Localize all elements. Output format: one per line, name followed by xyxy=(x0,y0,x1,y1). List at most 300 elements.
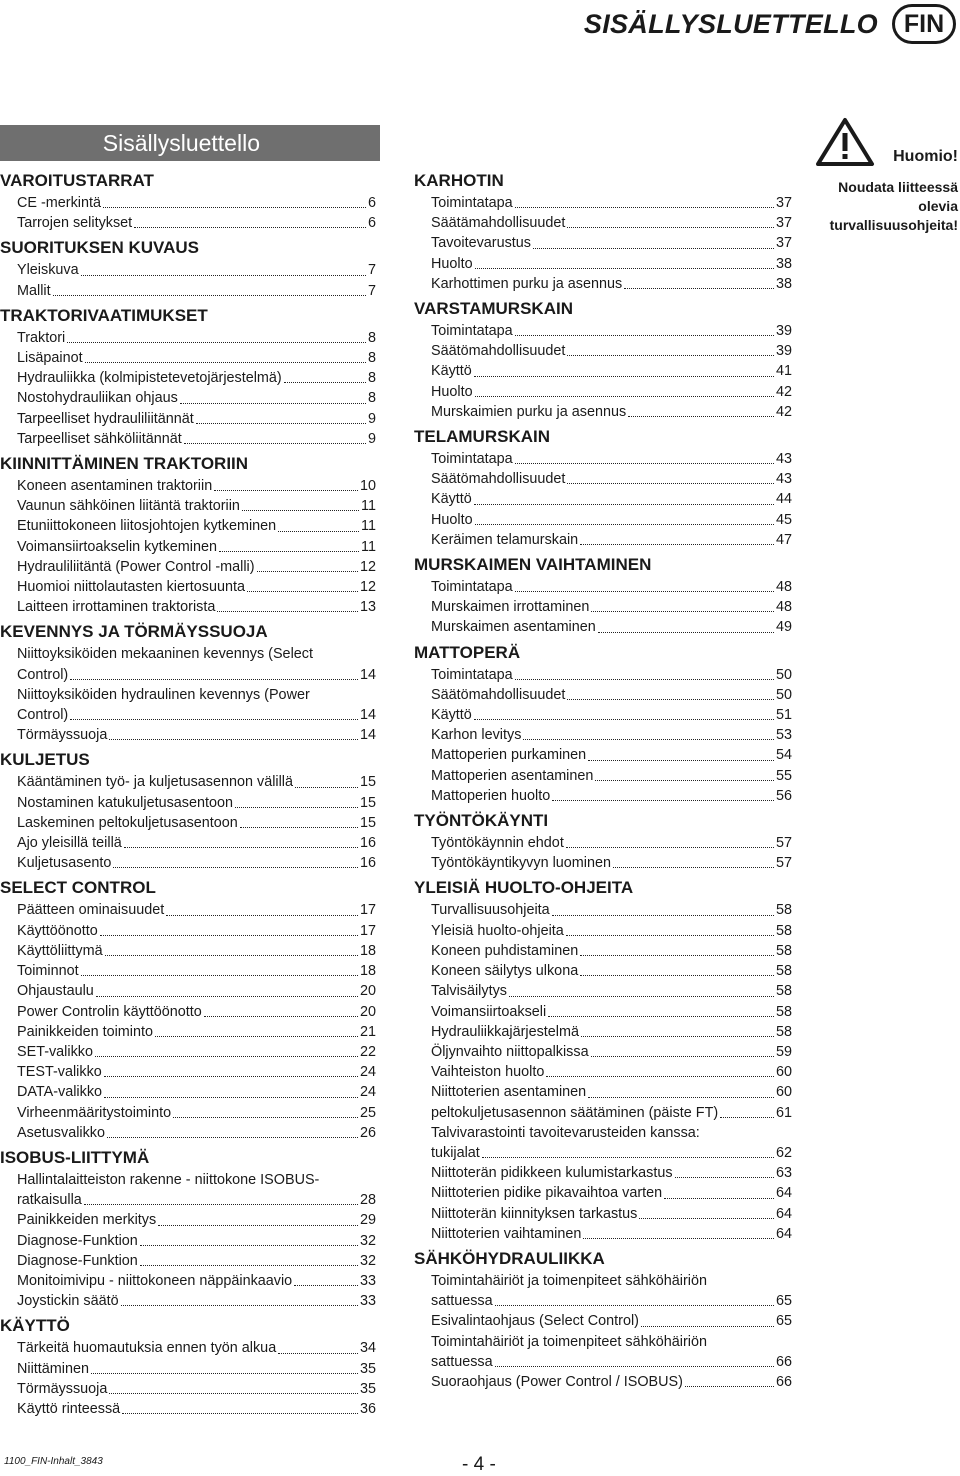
toc-entry-title: Tarpeelliset sähköliitännät xyxy=(17,430,182,447)
toc-entry[interactable] xyxy=(0,1042,376,1062)
dot-leader xyxy=(173,1117,358,1118)
dot-leader xyxy=(588,1097,774,1098)
toc-entry[interactable] xyxy=(414,1372,792,1392)
toc-entry[interactable] xyxy=(0,409,376,429)
toc-entry[interactable] xyxy=(0,961,376,981)
toc-entry-page: 64 xyxy=(775,1205,792,1222)
toc-entry-page: 24 xyxy=(359,1084,376,1101)
dot-leader xyxy=(247,591,358,592)
toc-entry-title: Monitoimivipu - niittokoneen näppäinkaavio xyxy=(17,1272,293,1289)
toc-entry[interactable] xyxy=(0,557,376,577)
dot-leader xyxy=(96,996,358,997)
toc-entry-title: CE -merkintä xyxy=(17,195,101,211)
toc-entry[interactable] xyxy=(0,429,376,449)
toc-entry-title: Koneen säilytys ulkona xyxy=(431,963,579,980)
dot-leader xyxy=(675,1177,774,1178)
dot-leader xyxy=(567,483,774,484)
toc-entry[interactable] xyxy=(0,577,376,597)
dot-leader xyxy=(580,955,774,956)
toc-entry[interactable] xyxy=(0,665,376,685)
toc-entry-page: 12 xyxy=(359,558,376,575)
toc-entry[interactable] xyxy=(414,921,792,941)
dot-leader xyxy=(566,935,774,936)
toc-entry-title: Öljynvaihto niittopalkissa xyxy=(431,1043,589,1060)
dot-leader xyxy=(100,935,358,936)
section-heading: KIINNITTÄMINEN TRAKTORIIN xyxy=(0,454,249,474)
toc-entry-title: Törmäyssuoja xyxy=(17,727,108,744)
toc-entry-title: Suoraohjaus (Power Control / ISOBUS) xyxy=(431,1373,683,1390)
dot-leader xyxy=(219,551,359,552)
toc-entry[interactable] xyxy=(0,328,376,348)
toc-entry-title: TEST-valikko xyxy=(17,1064,102,1081)
toc-entry-title: Toimintatapa xyxy=(431,579,513,596)
toc-entry-page: 39 xyxy=(775,323,792,340)
toc-entry-page: 28 xyxy=(359,1192,376,1209)
dot-leader xyxy=(124,847,358,848)
toc-entry-page: 11 xyxy=(361,518,376,535)
toc-entry[interactable] xyxy=(414,853,792,873)
toc-entry-title: Säätämahdollisuudet xyxy=(431,215,566,232)
dot-leader xyxy=(67,342,366,343)
section-heading: TYÖNTÖKÄYNTI xyxy=(414,811,549,831)
dot-leader xyxy=(685,1386,774,1387)
toc-entry[interactable] xyxy=(414,961,792,981)
dot-leader xyxy=(588,760,774,761)
toc-entry[interactable] xyxy=(414,1143,792,1163)
toc-entry-title: Yleisiä huolto-ohjeita xyxy=(431,922,564,939)
toc-entry[interactable] xyxy=(0,1062,376,1082)
toc-entry-page: 48 xyxy=(775,579,792,596)
toc-entry[interactable] xyxy=(414,1062,792,1082)
dot-leader xyxy=(598,632,774,633)
dot-leader xyxy=(624,288,774,289)
section-heading: TRAKTORIVAATIMUKSET xyxy=(0,305,208,325)
toc-entry-title: Power Controlin käyttöönotto xyxy=(17,1003,202,1020)
toc-entry-page: 66 xyxy=(775,1373,792,1390)
warning-text: Noudata liitteessä olevia turvallisuusohjeita! xyxy=(829,179,958,233)
section-heading: YLEISIÄ HUOLTO-OHJEITA xyxy=(414,878,634,898)
toc-entry-page: 58 xyxy=(775,1003,792,1020)
dot-leader xyxy=(515,335,774,336)
toc-entry-title: ratkaisulla xyxy=(17,1192,82,1209)
toc-entry[interactable] xyxy=(414,402,792,422)
toc-entry-title: Ohjaustaulu xyxy=(17,983,94,1000)
toc-entry[interactable] xyxy=(414,341,792,361)
toc-entry[interactable] xyxy=(414,705,792,725)
toc-entry[interactable] xyxy=(0,793,376,813)
toc-entry[interactable] xyxy=(0,213,376,233)
toc-entry[interactable] xyxy=(414,1002,792,1022)
toc-entry[interactable] xyxy=(414,577,792,597)
toc-entry-page: 16 xyxy=(359,835,376,852)
toc-entry[interactable] xyxy=(414,1224,792,1244)
dot-leader xyxy=(95,1056,358,1057)
toc-entry-title: Karhottimen purku ja asennus xyxy=(431,275,623,292)
toc-entry[interactable] xyxy=(0,388,376,408)
toc-entry[interactable] xyxy=(414,193,792,213)
toc-entry-title: Turvallisuusohjeita xyxy=(431,902,550,919)
toc-entry[interactable] xyxy=(0,1231,376,1251)
toc-entry[interactable] xyxy=(414,1163,792,1183)
toc-entry-page: 65 xyxy=(775,1293,792,1310)
toc-entry[interactable] xyxy=(0,1251,376,1271)
toc-entry[interactable] xyxy=(0,260,376,280)
toc-entry[interactable] xyxy=(0,705,376,725)
dot-leader xyxy=(53,295,366,296)
toc-entry[interactable] xyxy=(0,1103,376,1123)
toc-entry-title: Painikkeiden toiminto xyxy=(17,1023,153,1040)
toc-banner: Sisällysluettello xyxy=(0,125,380,161)
toc-entry[interactable] xyxy=(0,516,376,536)
dot-leader xyxy=(515,591,774,592)
toc-entry[interactable] xyxy=(414,1022,792,1042)
dot-leader xyxy=(122,1413,358,1414)
dot-leader xyxy=(552,800,774,801)
toc-entry[interactable] xyxy=(0,1399,376,1419)
section-heading: ISOBUS-LIITTYMÄ xyxy=(0,1147,150,1167)
toc-entry-page: 35 xyxy=(359,1380,376,1397)
toc-entry[interactable] xyxy=(0,597,376,617)
toc-entry[interactable] xyxy=(414,1042,792,1062)
toc-entry[interactable] xyxy=(0,1022,376,1042)
toc-entry-page: 61 xyxy=(775,1104,792,1121)
dot-leader xyxy=(81,975,358,976)
toc-entry-page: 24 xyxy=(359,1064,376,1081)
toc-entry-title: Painikkeiden merkitys xyxy=(17,1212,157,1229)
toc-entry[interactable] xyxy=(414,1204,792,1224)
toc-entry-page: 65 xyxy=(775,1313,792,1330)
toc-entry-page: 21 xyxy=(359,1023,376,1040)
toc-entry[interactable] xyxy=(414,469,792,489)
section-heading: VAROITUSTARRAT xyxy=(0,171,154,190)
dot-leader xyxy=(474,719,774,720)
dot-leader xyxy=(104,1097,358,1098)
toc-entry-title: Voimansiirtoakseli xyxy=(431,1003,547,1020)
dot-leader xyxy=(720,1117,774,1118)
dot-leader xyxy=(613,867,774,868)
toc-entry-title: Nostohydrauliikan ohjaus xyxy=(17,390,178,407)
dot-leader xyxy=(103,207,366,208)
toc-entry[interactable] xyxy=(414,685,792,705)
toc-entry-title: Vaunun sähköinen liitäntä traktoriin xyxy=(17,498,240,515)
toc-entry-title: Keräimen telamurskain xyxy=(431,531,579,548)
dot-leader xyxy=(552,915,774,916)
toc-entry-title: Mallit xyxy=(17,282,51,299)
section-heading: KÄYTTÖ xyxy=(0,1316,70,1336)
dot-leader xyxy=(567,227,774,228)
toc-entry-title: Control) xyxy=(17,666,69,683)
toc-entry-title: Tarpeelliset hydrauliliitännät xyxy=(17,410,194,427)
toc-entry[interactable] xyxy=(0,1359,376,1379)
toc-entry-page: 9 xyxy=(367,430,376,447)
toc-entry[interactable] xyxy=(414,530,792,550)
dot-leader xyxy=(217,611,358,612)
toc-entry-page: 10 xyxy=(359,478,376,495)
toc-entry[interactable] xyxy=(414,745,792,765)
toc-entry[interactable] xyxy=(0,476,376,496)
toc-entry[interactable] xyxy=(414,274,792,294)
dot-leader xyxy=(474,376,774,377)
dot-leader xyxy=(567,699,774,700)
toc-entry-title: Hydrauliikkajärjestelmä xyxy=(431,1023,579,1040)
toc-entry[interactable] xyxy=(414,233,792,253)
dot-leader xyxy=(81,275,366,276)
toc-entry[interactable] xyxy=(414,617,792,637)
toc-entry[interactable] xyxy=(0,1002,376,1022)
toc-entry-page: 14 xyxy=(359,707,376,724)
dot-leader xyxy=(546,1076,774,1077)
toc-entry[interactable] xyxy=(414,1311,792,1331)
toc-entry-page: 49 xyxy=(775,619,792,636)
toc-entry[interactable] xyxy=(0,921,376,941)
toc-entry-page: 33 xyxy=(359,1272,376,1289)
toc-entry-title: Työntökäyntikyvyn luominen xyxy=(431,855,611,872)
toc-entry[interactable] xyxy=(414,1352,792,1372)
section-heading: SUORITUKSEN KUVAUS xyxy=(0,238,199,258)
dot-leader xyxy=(581,1036,774,1037)
toc-entry-title: Käyttö xyxy=(431,707,472,724)
toc-entry-page: 60 xyxy=(775,1084,792,1101)
toc-entry-title: Mattoperien asentaminen xyxy=(431,767,594,784)
toc-entry[interactable] xyxy=(414,213,792,233)
toc-entry-prefix: Niittoyksiköiden mekaaninen kevennys (Select xyxy=(17,646,313,663)
warning-triangle-icon xyxy=(814,116,876,168)
toc-entry-page: 62 xyxy=(775,1144,792,1161)
toc-entry-title: Koneen asentaminen traktoriin xyxy=(17,478,213,495)
toc-entry-page: 8 xyxy=(367,350,376,367)
toc-entry-page: 42 xyxy=(775,383,792,400)
toc-entry-title: Etuniittokoneen liitosjohtojen kytkeminen xyxy=(17,518,277,535)
toc-entry-page: 43 xyxy=(775,471,792,488)
toc-entry-page: 51 xyxy=(775,707,792,724)
dot-leader xyxy=(482,1157,774,1158)
toc-entry[interactable] xyxy=(0,537,376,557)
toc-entry-page: 64 xyxy=(775,1185,792,1202)
toc-entry-title: Niittoterän pidikkeen kulumistarkastus xyxy=(431,1165,673,1182)
toc-entry[interactable] xyxy=(0,1338,376,1358)
toc-entry[interactable] xyxy=(414,382,792,402)
dot-leader xyxy=(184,443,366,444)
toc-entry-page: 58 xyxy=(775,922,792,939)
toc-entry-page: 25 xyxy=(359,1104,376,1121)
dot-leader xyxy=(109,739,358,740)
dot-leader xyxy=(204,1016,358,1017)
toc-entry-prefix: Hallintalaitteiston rakenne - niittokone ISOBUS- xyxy=(17,1171,320,1188)
toc-entry[interactable] xyxy=(414,597,792,617)
toc-entry-page: 37 xyxy=(775,215,792,232)
toc-entry[interactable] xyxy=(0,853,376,873)
dot-leader xyxy=(515,207,774,208)
toc-entry[interactable] xyxy=(0,900,376,920)
toc-entry[interactable] xyxy=(414,1183,792,1203)
toc-entry[interactable] xyxy=(414,833,792,853)
toc-entry-page: 18 xyxy=(359,942,376,959)
toc-entry[interactable] xyxy=(0,941,376,961)
toc-entry[interactable] xyxy=(0,496,376,516)
toc-entry[interactable] xyxy=(0,813,376,833)
toc-entry-title: Ajo yleisillä teillä xyxy=(17,835,122,852)
toc-entry-title: Niittoterien vaihtaminen xyxy=(431,1225,582,1242)
dot-leader xyxy=(495,1366,774,1367)
dot-leader xyxy=(84,1204,358,1205)
dot-leader xyxy=(628,416,774,417)
toc-entry-title: Niittäminen xyxy=(17,1360,89,1377)
toc-entry-title: tukijalat xyxy=(431,1144,480,1161)
toc-entry[interactable] xyxy=(0,1379,376,1399)
toc-entry-title: Virheenmääritystoiminto xyxy=(17,1104,172,1121)
dot-leader xyxy=(140,1245,358,1246)
dot-leader xyxy=(495,1305,774,1306)
toc-entry-page: 43 xyxy=(775,451,792,468)
toc-entry[interactable] xyxy=(414,725,792,745)
toc-entry-title: Tavoitevarustus xyxy=(431,235,531,252)
dot-leader xyxy=(278,531,359,532)
dot-leader xyxy=(639,1218,774,1219)
toc-entry[interactable] xyxy=(414,1291,792,1311)
toc-entry-page: 57 xyxy=(775,835,792,852)
toc-entry-page: 22 xyxy=(359,1043,376,1060)
dot-leader xyxy=(113,867,358,868)
toc-entry[interactable] xyxy=(0,1210,376,1230)
toc-entry[interactable] xyxy=(0,1271,376,1291)
toc-entry-title: Murskaimen irrottaminen xyxy=(431,599,590,616)
dot-leader xyxy=(155,1036,358,1037)
toc-entry-title: Huomioi niittolautasten kiertosuunta xyxy=(17,579,245,596)
toc-entry-title: Diagnose-Funktion xyxy=(17,1232,138,1249)
dot-leader xyxy=(104,1076,358,1077)
toc-entry-title: Toiminnot xyxy=(17,963,79,980)
toc-entry-page: 26 xyxy=(359,1124,376,1141)
dot-leader xyxy=(294,1285,358,1286)
toc-entry-title: Käyttö xyxy=(431,491,472,508)
toc-entry-title: Niittoterän kiinnityksen tarkastus xyxy=(431,1205,638,1222)
toc-entry[interactable] xyxy=(0,833,376,853)
toc-entry-page: 15 xyxy=(359,774,376,791)
toc-entry-title: Laitteen irrottaminen traktorista xyxy=(17,599,216,616)
toc-entry-page: 63 xyxy=(775,1165,792,1182)
toc-entry-page: 66 xyxy=(775,1353,792,1370)
toc-entry-page: 41 xyxy=(775,363,792,380)
toc-entry-page: 58 xyxy=(775,902,792,919)
toc-entry-page: 33 xyxy=(359,1293,376,1310)
toc-entry-page: 9 xyxy=(367,410,376,427)
toc-entry-page: 58 xyxy=(775,1023,792,1040)
toc-entry-title: Toimintatapa xyxy=(431,195,513,211)
toc-entry-page: 55 xyxy=(775,767,792,784)
dot-leader xyxy=(85,362,366,363)
toc-entry-title: Käyttö xyxy=(431,363,472,380)
dot-leader xyxy=(107,1137,358,1138)
toc-entry-title: Käyttö rinteessä xyxy=(17,1400,121,1417)
toc-entry[interactable] xyxy=(0,1291,376,1311)
toc-entry[interactable] xyxy=(0,1082,376,1102)
dot-leader xyxy=(475,268,774,269)
toc-entry-title: Joystickin säätö xyxy=(17,1293,119,1310)
toc-entry-page: 11 xyxy=(361,538,376,555)
dot-leader xyxy=(70,719,358,720)
toc-entry[interactable] xyxy=(414,900,792,920)
toc-entry-page: 42 xyxy=(775,403,792,420)
page-title: SISÄLLYSLUETTELLO xyxy=(583,9,878,39)
toc-entry[interactable] xyxy=(414,449,792,469)
toc-entry[interactable] xyxy=(414,981,792,1001)
toc-entry-title: Toimintatapa xyxy=(431,451,513,468)
toc-entry[interactable] xyxy=(414,766,792,786)
section-heading: SÄHKÖHYDRAULIIKKA xyxy=(414,1248,605,1268)
section-heading: KEVENNYS JA TÖRMÄYSSUOJA xyxy=(0,622,268,642)
toc-entry-title: Hydrauliliitäntä (Power Control -malli) xyxy=(17,558,255,575)
toc-entry-title: Toimintatapa xyxy=(431,666,513,683)
dot-leader xyxy=(134,227,366,228)
toc-entry[interactable] xyxy=(0,981,376,1001)
toc-entry[interactable] xyxy=(0,772,376,792)
toc-entry[interactable] xyxy=(0,348,376,368)
toc-entry[interactable] xyxy=(414,1082,792,1102)
toc-entry-page: 60 xyxy=(775,1064,792,1081)
toc-entry-title: sattuessa xyxy=(431,1353,493,1370)
toc-entry-prefix: Niittoyksiköiden hydraulinen kevennys (Power xyxy=(17,686,310,703)
section-heading: MATTOPERÄ xyxy=(414,642,521,662)
dot-leader xyxy=(641,1326,774,1327)
toc-entry-title: Käyttöönotto xyxy=(17,922,98,939)
toc-entry-title: Voimansiirtoakselin kytkeminen xyxy=(17,538,217,555)
toc-entry[interactable] xyxy=(414,361,792,381)
toc-entry[interactable] xyxy=(414,489,792,509)
dot-leader xyxy=(475,524,774,525)
toc-entry-title: Kuljetusasento xyxy=(17,855,112,872)
toc-entry-page: 36 xyxy=(359,1400,376,1417)
section-heading: KARHOTIN xyxy=(414,171,504,190)
toc-entry-title: Työntökäynnin ehdot xyxy=(431,835,564,852)
toc-entry[interactable] xyxy=(414,786,792,806)
toc-entry[interactable] xyxy=(414,254,792,274)
toc-entry[interactable] xyxy=(0,1123,376,1143)
dot-leader xyxy=(278,1353,358,1354)
section-heading: SELECT CONTROL xyxy=(0,878,156,898)
toc-entry-page: 34 xyxy=(359,1340,376,1357)
toc-entry[interactable] xyxy=(0,1190,376,1210)
toc-entry-page: 7 xyxy=(367,262,376,279)
toc-entry-title: peltokuljetusasennon säätäminen (päiste FT) xyxy=(431,1104,719,1121)
toc-entry[interactable] xyxy=(0,725,376,745)
toc-entry[interactable] xyxy=(414,1103,792,1123)
toc-entry[interactable] xyxy=(0,281,376,301)
toc-entry[interactable] xyxy=(414,941,792,961)
dot-leader xyxy=(235,807,358,808)
toc-entry-page: 16 xyxy=(359,855,376,872)
toc-entry-title: Huolto xyxy=(431,255,473,272)
toc-entry-title: Niittoterien asentaminen xyxy=(431,1084,587,1101)
dot-leader xyxy=(591,1056,774,1057)
toc-entry-title: Käyttöliittymä xyxy=(17,942,103,959)
toc-entry-page: 54 xyxy=(775,747,792,764)
toc-entry-title: Murskaimen asentaminen xyxy=(431,619,596,636)
toc-entry[interactable] xyxy=(0,193,376,213)
toc-entry-page: 11 xyxy=(361,498,376,515)
toc-entry-page: 8 xyxy=(367,390,376,407)
toc-entry[interactable] xyxy=(414,510,792,530)
toc-entry-title: Säätömahdollisuudet xyxy=(431,686,566,703)
toc-entry-page: 58 xyxy=(775,983,792,1000)
toc-entry[interactable] xyxy=(414,665,792,685)
toc-entry-page: 20 xyxy=(359,983,376,1000)
toc-column-middle xyxy=(414,166,792,1392)
toc-entry-page: 20 xyxy=(359,1003,376,1020)
toc-entry[interactable] xyxy=(0,368,376,388)
toc-entry[interactable] xyxy=(414,321,792,341)
toc-entry-title: Huolto xyxy=(431,511,473,528)
toc-entry-page: 38 xyxy=(775,255,792,272)
